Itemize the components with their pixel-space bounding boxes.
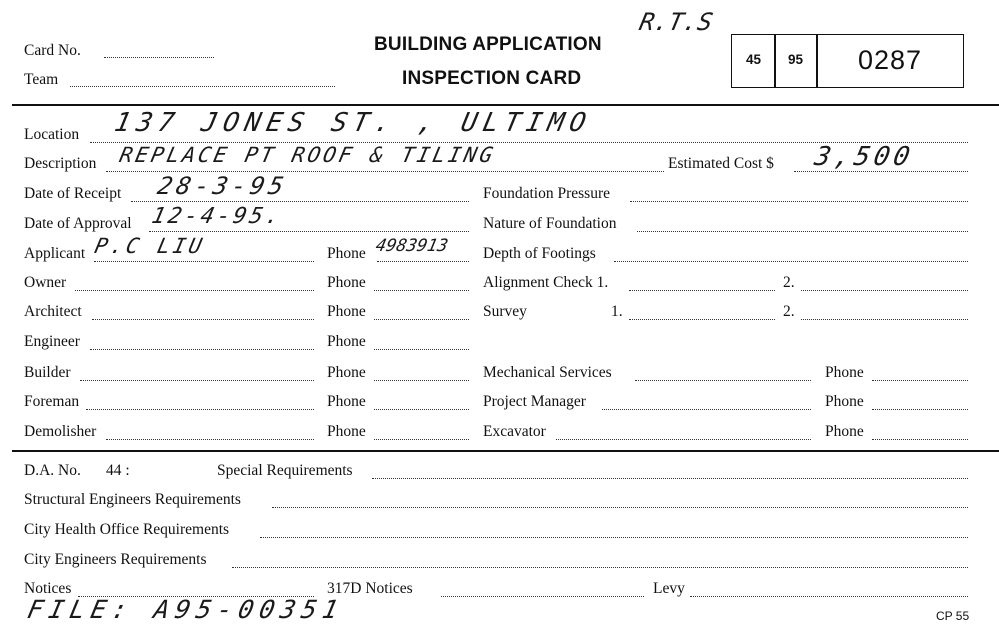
mechanical-services-label: Mechanical Services <box>483 364 612 381</box>
architect-phone-line <box>374 319 469 320</box>
card-no-line <box>104 57 214 58</box>
project-manager-line <box>602 409 811 410</box>
da-no-label: D.A. No. <box>24 462 81 479</box>
excavator-label: Excavator <box>483 423 546 440</box>
team-line <box>70 86 335 87</box>
owner-line <box>75 290 314 291</box>
foundation-pressure-line <box>630 201 968 202</box>
owner-phone-line <box>374 290 469 291</box>
survey-line-1 <box>629 319 775 320</box>
architect-line <box>92 319 314 320</box>
estimated-cost-label: Estimated Cost $ <box>668 155 774 172</box>
special-requirements-label: Special Requirements <box>217 462 353 479</box>
applicant-phone-label: Phone <box>327 245 366 262</box>
location-label: Location <box>24 126 80 143</box>
engineer-phone-line <box>374 349 469 350</box>
owner-label: Owner <box>24 274 67 291</box>
demolisher-label: Demolisher <box>24 423 97 440</box>
foreman-phone-label: Phone <box>327 393 366 410</box>
health-requirements-line <box>260 537 968 538</box>
location-value: 137 JONES ST. , ULTIMO <box>111 108 595 138</box>
project-manager-phone-label: Phone <box>825 393 864 410</box>
mechanical-services-phone-line <box>872 380 968 381</box>
applicant-phone-value: 4983913 <box>373 236 450 256</box>
team-label: Team <box>24 71 59 88</box>
excavator-phone-label: Phone <box>825 423 864 440</box>
alignment-check-line-1 <box>629 290 775 291</box>
city-engineers-requirements-line <box>232 567 968 568</box>
engineer-line <box>90 349 314 350</box>
alignment-check-line-2 <box>801 290 968 291</box>
description-value: REPLACE PT ROOF & TILING <box>117 143 498 167</box>
date-of-approval-line <box>149 231 469 232</box>
nature-of-foundation-label: Nature of Foundation <box>483 215 617 232</box>
health-requirements-label: City Health Office Requirements <box>24 521 230 538</box>
demolisher-line <box>106 439 314 440</box>
survey-2-label: 2. <box>783 303 795 320</box>
builder-phone-line <box>374 380 469 381</box>
notices-317d-label: 317D Notices <box>327 580 413 597</box>
engineer-label: Engineer <box>24 333 80 350</box>
survey-1-label: 1. <box>611 303 623 320</box>
box-number: 0287 <box>857 45 923 75</box>
applicant-label: Applicant <box>24 245 86 262</box>
applicant-value: P.C LIU <box>92 234 208 258</box>
form-title-line1: BUILDING APPLICATION <box>374 34 602 55</box>
foreman-label: Foreman <box>24 393 80 410</box>
box-year: 45 <box>745 52 762 67</box>
file-reference: FILE: A95-00351 <box>24 595 347 624</box>
excavator-phone-line <box>872 439 968 440</box>
handwritten-initials: R.T.S <box>637 8 716 36</box>
form-code: CP 55 <box>936 609 970 623</box>
box-code: 95 <box>787 52 804 67</box>
date-of-approval-label: Date of Approval <box>24 215 132 232</box>
alignment-check-label: Alignment Check 1. <box>483 274 609 291</box>
special-requirements-line <box>372 478 968 479</box>
alignment-check-2-label: 2. <box>783 274 795 291</box>
project-manager-label: Project Manager <box>483 393 586 410</box>
structural-requirements-label: Structural Engineers Requirements <box>24 491 241 508</box>
nature-of-foundation-line <box>637 231 968 232</box>
foundation-pressure-label: Foundation Pressure <box>483 185 611 202</box>
builder-line <box>80 380 314 381</box>
architect-label: Architect <box>24 303 82 320</box>
estimated-cost-value: 3,500 <box>811 142 917 172</box>
levy-line <box>690 596 968 597</box>
applicant-line <box>94 261 314 262</box>
city-engineers-requirements-label: City Engineers Requirements <box>24 551 207 568</box>
middle-rule <box>12 450 999 452</box>
depth-of-footings-line <box>614 261 968 262</box>
description-label: Description <box>24 155 97 172</box>
architect-phone-label: Phone <box>327 303 366 320</box>
foreman-line <box>86 409 314 410</box>
notices-label: Notices <box>24 580 72 597</box>
applicant-phone-line <box>377 261 469 262</box>
builder-phone-label: Phone <box>327 364 366 381</box>
engineer-phone-label: Phone <box>327 333 366 350</box>
da-no-value: 44 : <box>106 462 130 479</box>
depth-of-footings-label: Depth of Footings <box>483 245 596 262</box>
card-no-label: Card No. <box>24 42 81 59</box>
mechanical-services-phone-label: Phone <box>825 364 864 381</box>
date-of-receipt-label: Date of Receipt <box>24 185 122 202</box>
date-of-receipt-line <box>131 201 469 202</box>
demolisher-phone-label: Phone <box>327 423 366 440</box>
excavator-line <box>556 439 811 440</box>
form-title-line2: INSPECTION CARD <box>402 68 582 89</box>
project-manager-phone-line <box>872 409 968 410</box>
notices-317d-line <box>441 596 644 597</box>
mechanical-services-line <box>635 380 811 381</box>
date-of-receipt-value: 28-3-95 <box>155 172 291 200</box>
owner-phone-label: Phone <box>327 274 366 291</box>
survey-label: Survey <box>483 303 527 320</box>
demolisher-phone-line <box>374 439 469 440</box>
survey-line-2 <box>801 319 968 320</box>
top-rule <box>12 104 999 106</box>
builder-label: Builder <box>24 364 71 381</box>
levy-label: Levy <box>653 580 685 597</box>
structural-requirements-line <box>272 507 968 508</box>
foreman-phone-line <box>374 409 469 410</box>
date-of-approval-value: 12-4-95. <box>149 204 285 229</box>
